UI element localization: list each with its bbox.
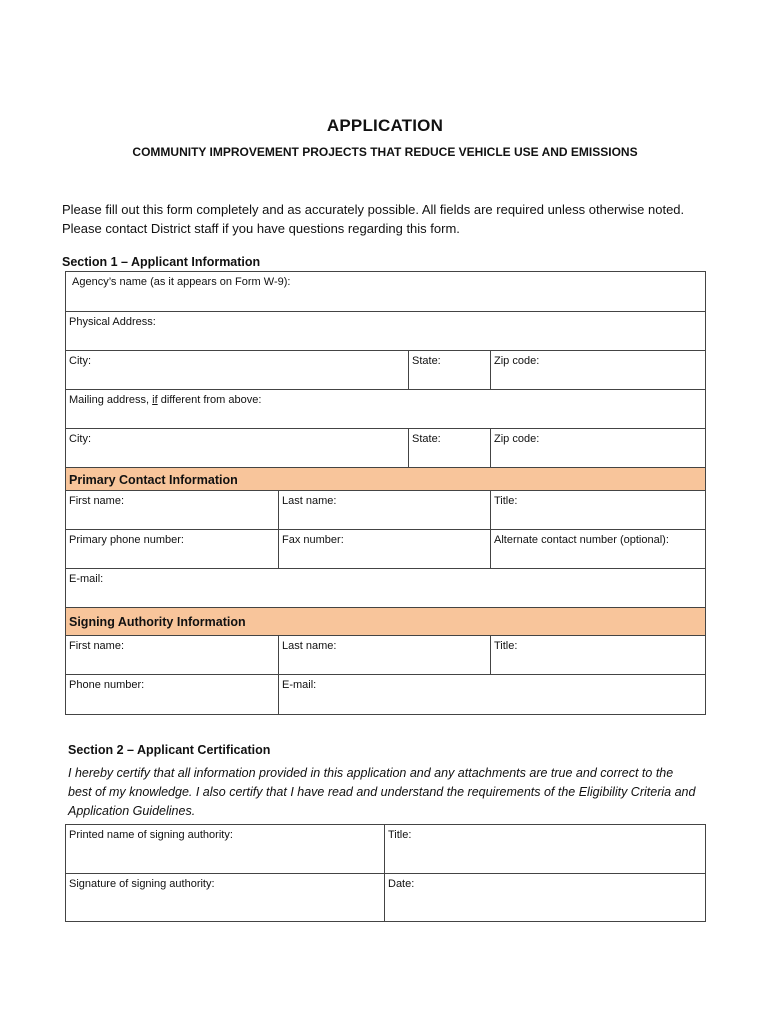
mailing-address-label: Mailing address, if different from above: — [69, 394, 262, 406]
form-title: APPLICATION — [326, 116, 444, 135]
signer-title-label: Title: — [494, 640, 518, 652]
state-field[interactable] — [409, 351, 491, 390]
contact-fax-label: Fax number: — [282, 534, 344, 546]
signer-phone-label: Phone number: — [69, 679, 145, 691]
mailing-zip-field[interactable] — [491, 429, 706, 468]
signer-last-name-field[interactable] — [279, 636, 491, 675]
signer-first-name-label: First name: — [69, 640, 125, 652]
printed-name-field[interactable] — [66, 825, 385, 874]
contact-last-name-field[interactable] — [279, 491, 491, 530]
signer-phone-field[interactable] — [66, 675, 279, 715]
agency-name-label: Agency’s name (as it appears on Form W-9): — [72, 276, 291, 288]
certification-text: I hereby certify that all information provided in this application and any attachments are true and correct to the best of my knowledge. I also certify that I have read and understand the requirements of the Eligibility Criteria and Application Guidelines. — [68, 766, 696, 818]
physical-address-field[interactable] — [66, 312, 706, 351]
contact-alt-number-field[interactable] — [491, 530, 706, 569]
zip-field[interactable] — [491, 351, 706, 390]
contact-first-name-field[interactable] — [66, 491, 279, 530]
signer-email-label: E-mail: — [282, 679, 317, 691]
contact-title-label: Title: — [494, 495, 518, 507]
mailing-state-field[interactable] — [409, 429, 491, 468]
zip-label: Zip code: — [494, 355, 540, 367]
contact-title-field[interactable] — [491, 491, 706, 530]
signer-email-field[interactable] — [279, 675, 706, 715]
contact-first-name-label: First name: — [69, 495, 125, 507]
date-label: Date: — [388, 878, 415, 890]
mailing-city-field[interactable] — [66, 429, 409, 468]
mailing-city-label: City: — [69, 433, 91, 445]
section2-heading: Section 2 – Applicant Certification — [68, 743, 271, 757]
mailing-address-field[interactable] — [66, 390, 706, 429]
contact-alt-number-label: Alternate contact number (optional): — [494, 534, 669, 546]
signer-title-field[interactable] — [491, 636, 706, 675]
section1-heading: Section 1 – Applicant Information — [62, 255, 261, 269]
certification-table — [65, 824, 706, 922]
mailing-zip-label: Zip code: — [494, 433, 540, 445]
agency-name-field[interactable] — [66, 272, 706, 312]
contact-phone-label: Primary phone number: — [69, 534, 184, 546]
form-subtitle: COMMUNITY IMPROVEMENT PROJECTS THAT REDUCE VEHICLE USE AND EMISSIONS — [132, 145, 638, 159]
contact-phone-field[interactable] — [66, 530, 279, 569]
signature-field[interactable] — [66, 874, 385, 922]
signer-last-name-label: Last name: — [282, 640, 337, 652]
signature-label: Signature of signing authority: — [69, 878, 215, 890]
signer-first-name-field[interactable] — [66, 636, 279, 675]
state-label: State: — [412, 355, 441, 367]
date-field[interactable] — [385, 874, 706, 922]
mailing-state-label: State: — [412, 433, 441, 445]
city-label: City: — [69, 355, 91, 367]
city-field[interactable] — [66, 351, 409, 390]
primary-contact-heading: Primary Contact Information — [66, 468, 706, 491]
cert-title-label: Title: — [388, 829, 412, 841]
contact-fax-field[interactable] — [279, 530, 491, 569]
cert-title-field[interactable] — [385, 825, 706, 874]
applicant-info-table — [65, 271, 706, 715]
physical-address-label: Physical Address: — [69, 316, 156, 328]
printed-name-label: Printed name of signing authority: — [69, 829, 233, 841]
signing-authority-heading: Signing Authority Information — [66, 608, 706, 636]
contact-email-field[interactable] — [66, 569, 706, 608]
intro-text: Please fill out this form completely and as accurately possible. All fields are required unless otherwise noted. Please contact District staff if you have questions regarding this form. — [62, 202, 685, 236]
contact-email-label: E-mail: — [69, 573, 104, 585]
contact-last-name-label: Last name: — [282, 495, 337, 507]
